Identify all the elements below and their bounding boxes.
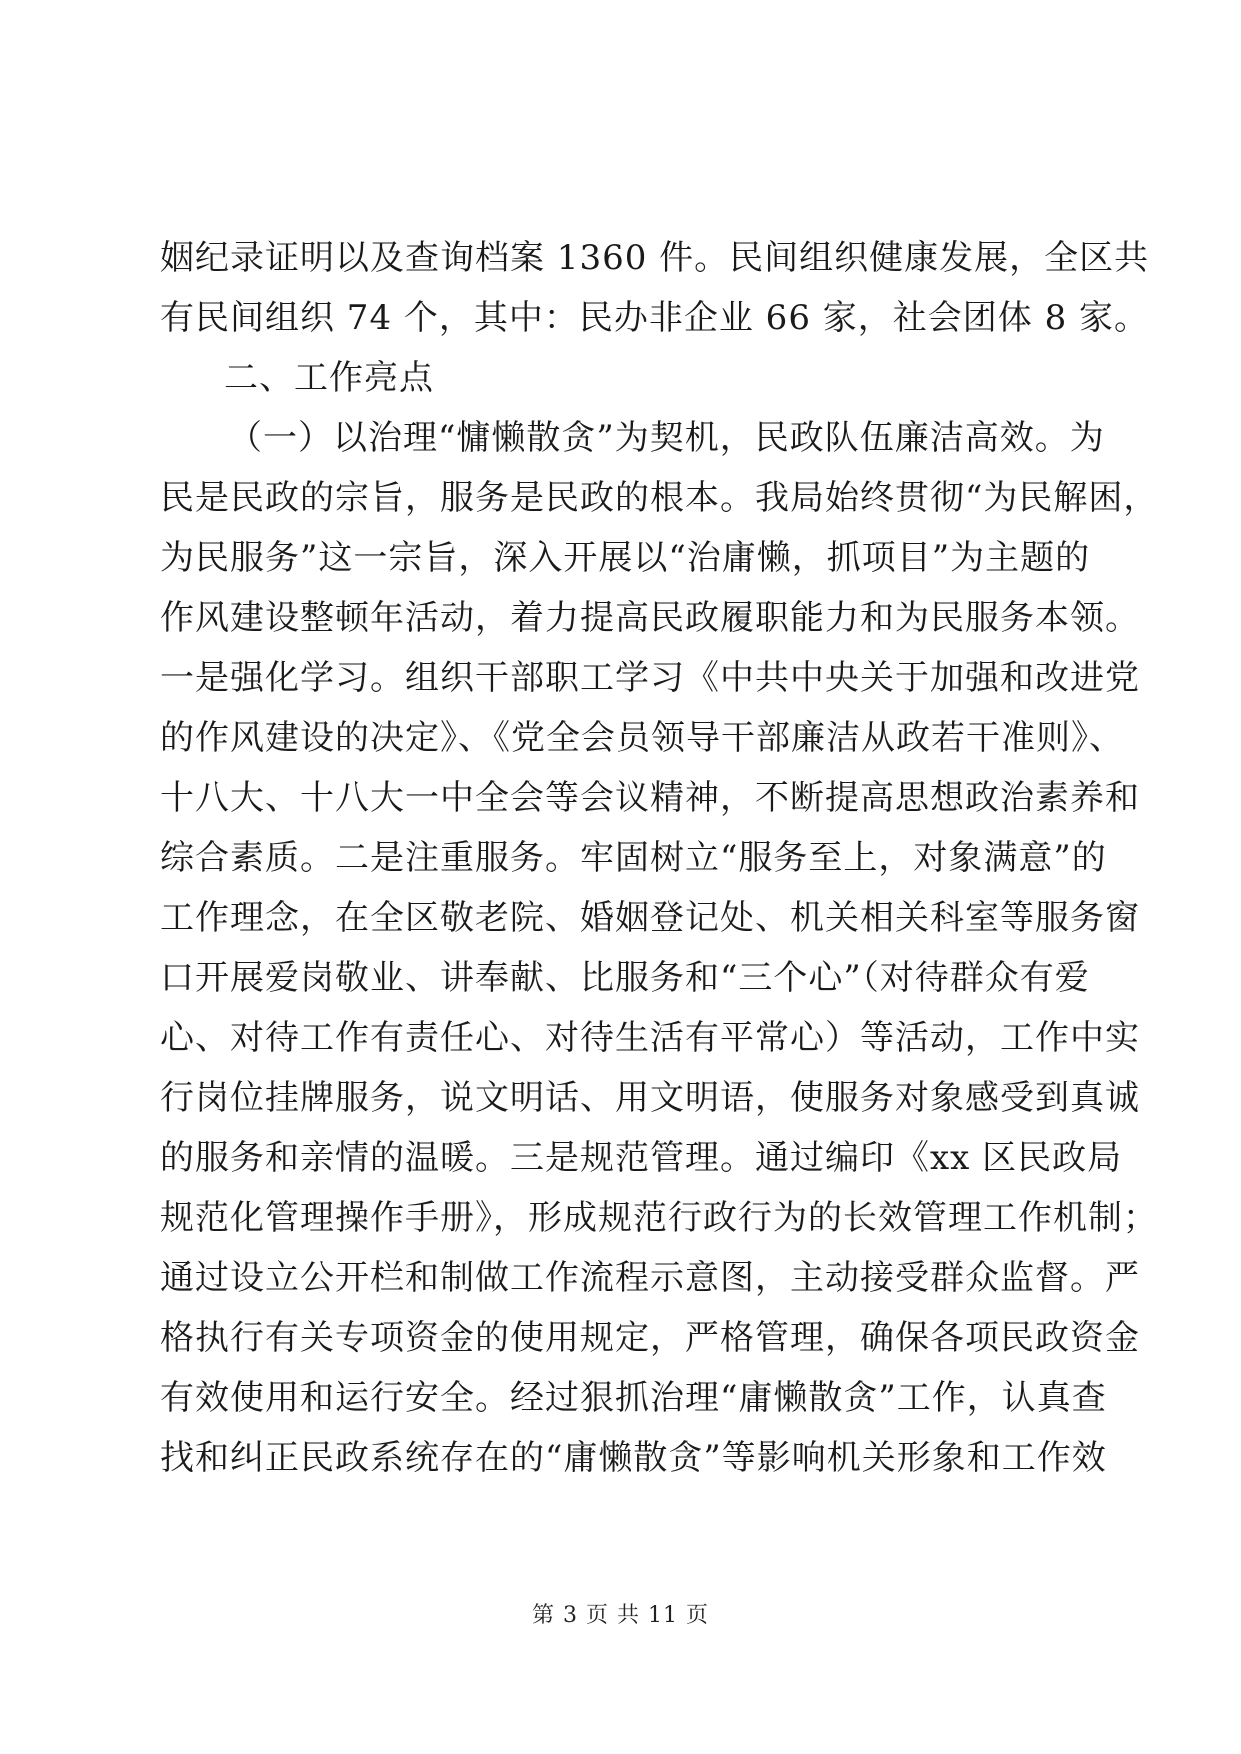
section-heading: 二、工作亮点 bbox=[224, 358, 434, 398]
text-line: 行岗位挂牌服务，说文明话、用文明语，使服务对象感受到真诚 bbox=[160, 1078, 1140, 1118]
text-line: （一）以治理“慵懒散贪”为契机，民政队伍廉洁高效。为 bbox=[228, 418, 1105, 458]
text-line: 口开展爱岗敬业、讲奉献、比服务和“三个心”（对待群众有爱 bbox=[160, 958, 1090, 998]
text-line: 的服务和亲情的温暖。三是规范管理。通过编印《xx 区民政局 bbox=[160, 1138, 1123, 1178]
text-line: 有民间组织 74 个，其中：民办非企业 66 家，社会团体 8 家。 bbox=[160, 298, 1150, 338]
text-line: 工作理念，在全区敬老院、婚姻登记处、机关相关科室等服务窗 bbox=[160, 898, 1140, 938]
text-line: 通过设立公开栏和制做工作流程示意图，主动接受群众监督。严 bbox=[160, 1258, 1140, 1298]
text-line: 的作风建设的决定》、《党全会员领导干部廉洁从政若干准则》、 bbox=[160, 718, 1124, 758]
text-line: 一是强化学习。组织干部职工学习《中共中央关于加强和改进党 bbox=[160, 658, 1140, 698]
text-line: 为民服务”这一宗旨，深入开展以“治庸懒，抓项目”为主题的 bbox=[160, 538, 1091, 578]
text-line: 十八大、十八大一中全会等会议精神，不断提高思想政治素养和 bbox=[160, 778, 1140, 818]
text-line: 规范化管理操作手册》，形成规范行政行为的长效管理工作机制； bbox=[160, 1198, 1158, 1238]
text-line: 格执行有关专项资金的使用规定，严格管理，确保各项民政资金 bbox=[160, 1318, 1140, 1358]
text-line: 综合素质。二是注重服务。牢固树立“服务至上，对象满意”的 bbox=[160, 838, 1107, 878]
text-line: 有效使用和运行安全。经过狠抓治理“庸懒散贪”工作，认真查 bbox=[160, 1378, 1107, 1418]
text-line: 姻纪录证明以及查询档案 1360 件。民间组织健康发展，全区共 bbox=[160, 238, 1150, 278]
text-line: 作风建设整顿年活动，着力提高民政履职能力和为民服务本领。 bbox=[160, 598, 1140, 638]
text-line: 心、对待工作有责任心、对待生活有平常心）等活动，工作中实 bbox=[160, 1018, 1140, 1058]
text-line: 找和纠正民政系统存在的“庸懒散贪”等影响机关形象和工作效 bbox=[160, 1438, 1107, 1478]
document-body bbox=[160, 228, 1159, 1488]
text-line: 民是民政的宗旨，服务是民政的根本。我局始终贯彻“为民解困， bbox=[160, 478, 1159, 518]
page-number-footer: 第 3 页 共 11 页 bbox=[532, 1603, 709, 1628]
